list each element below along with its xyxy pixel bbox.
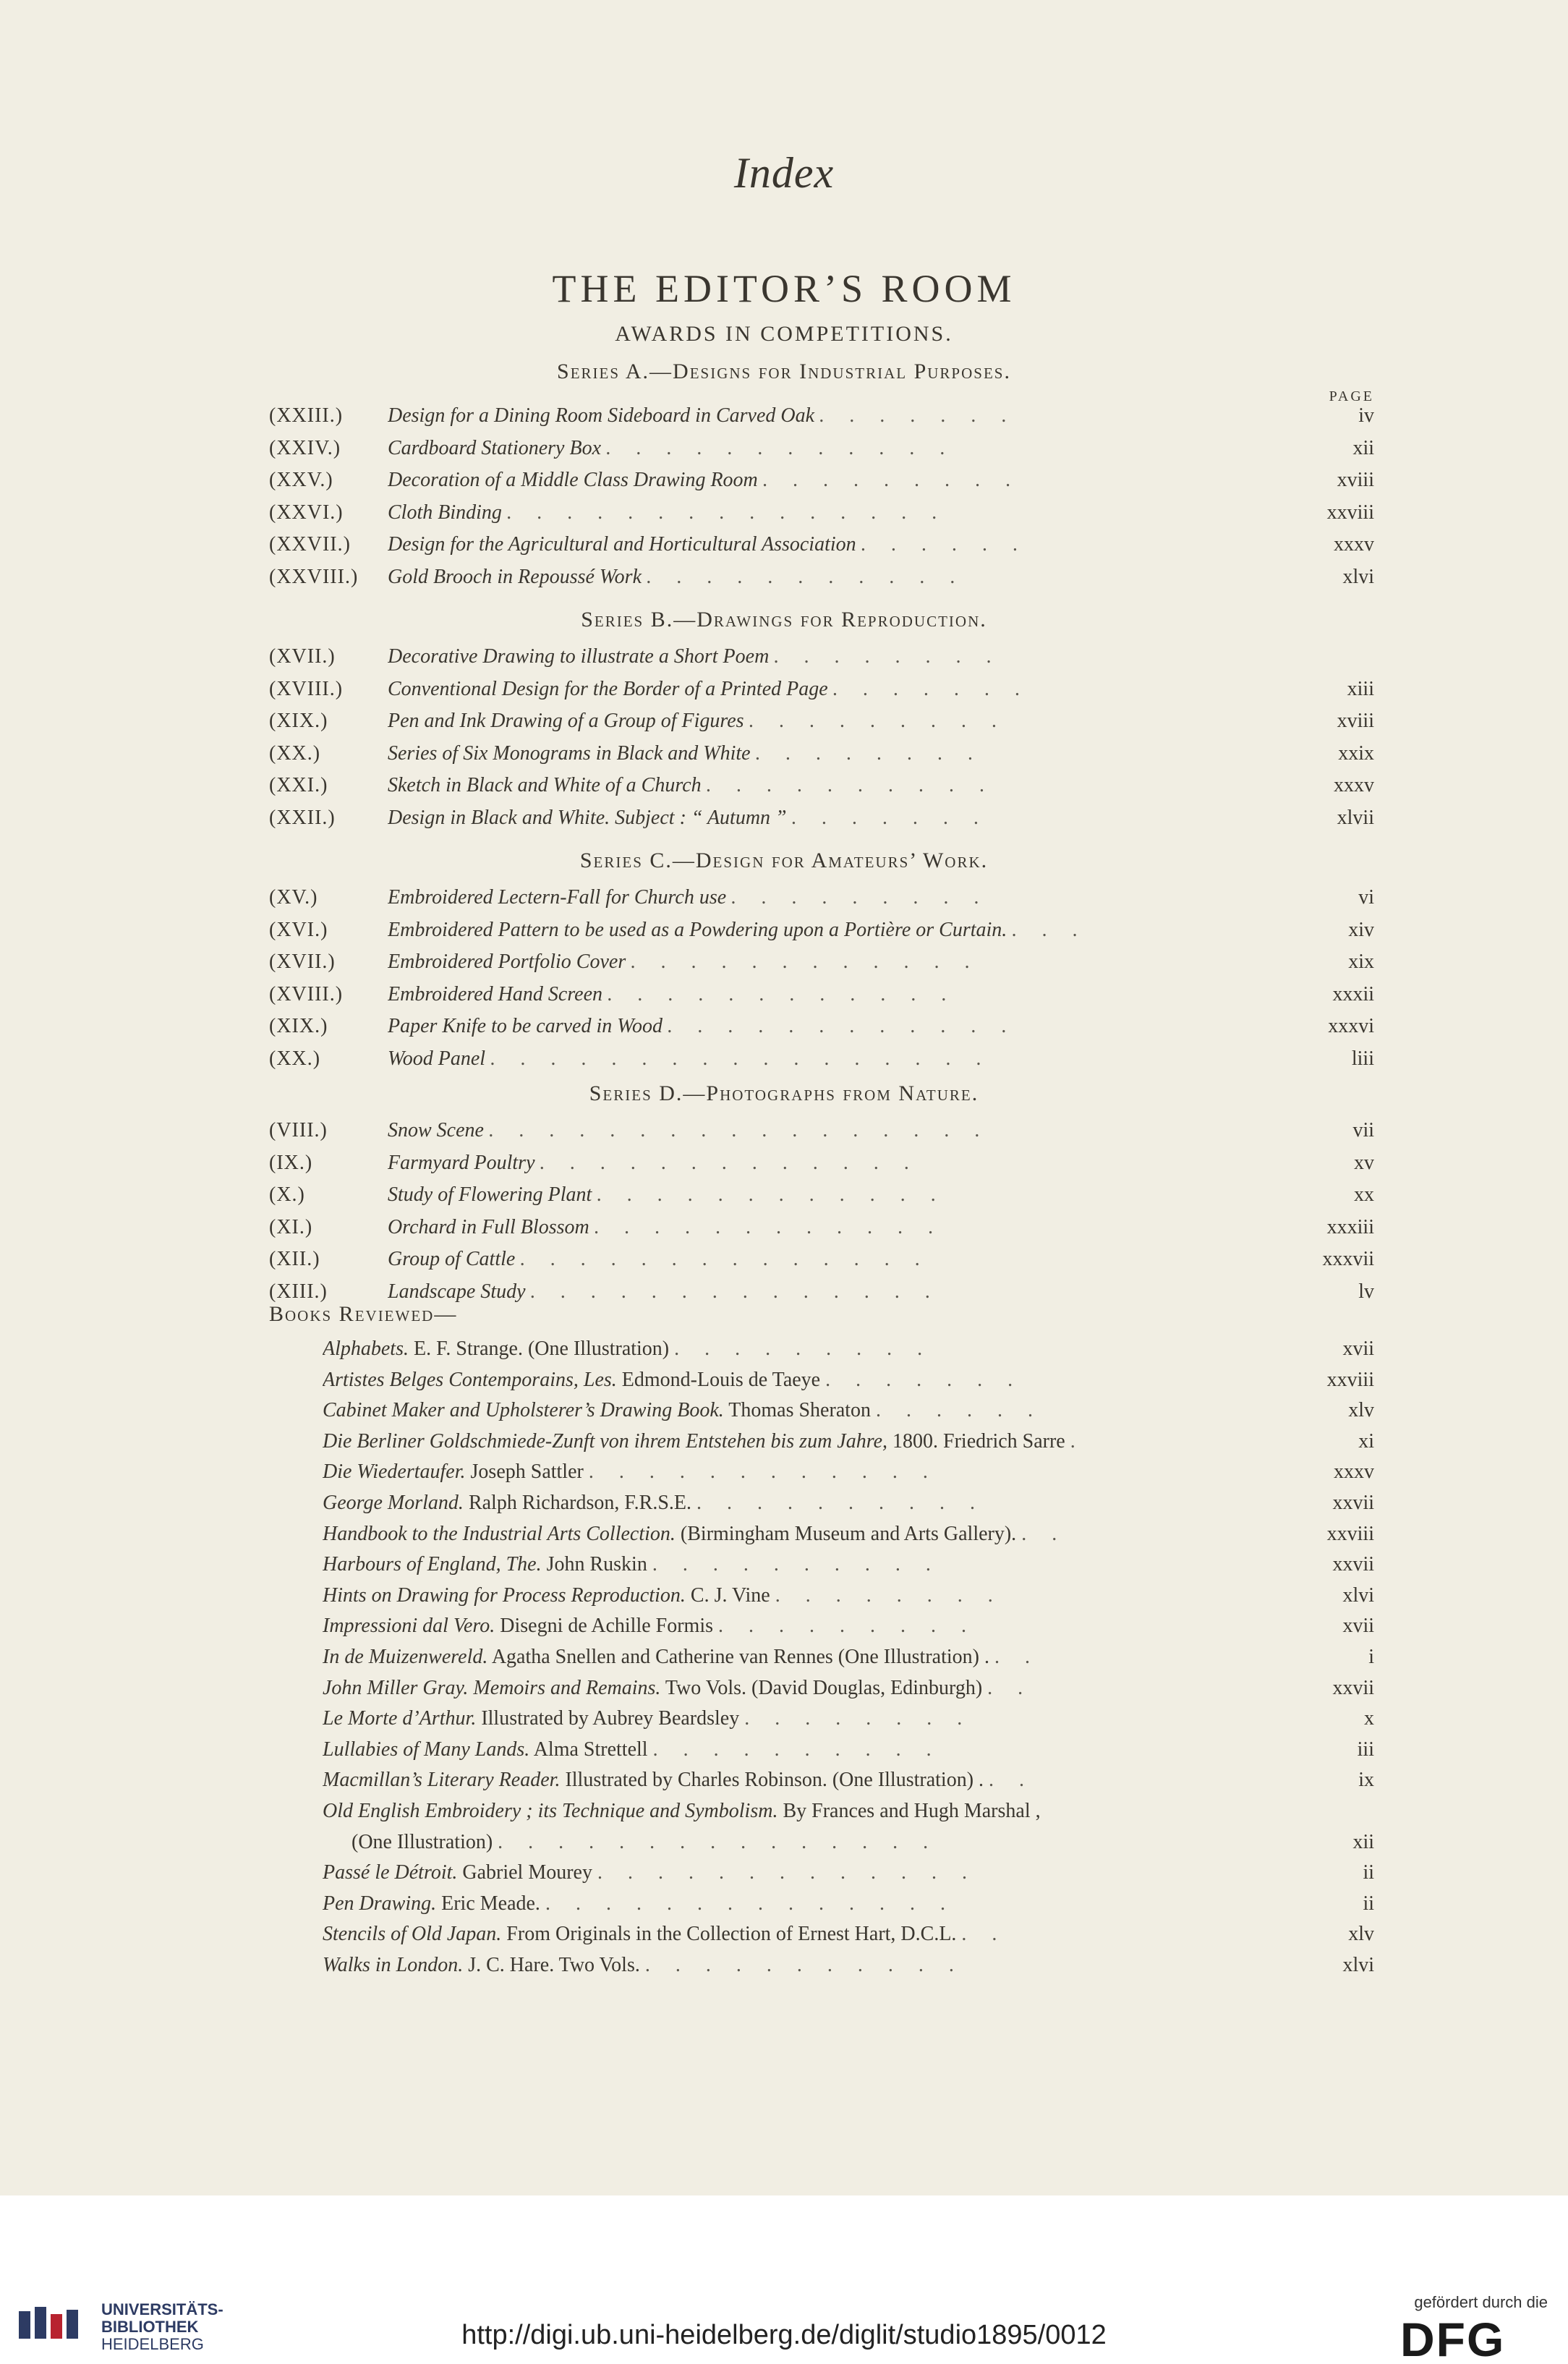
book-entry: [0, 1795, 1568, 1827]
book-page: xvii: [1342, 1338, 1374, 1360]
entry-title-text: Design in Black and White. Subject : “ Autumn ”: [388, 806, 787, 829]
book-entry: [0, 1333, 1568, 1365]
entry-title: [388, 1115, 1284, 1147]
entry-title-text: Decorative Drawing to illustrate a Short Poem: [388, 645, 770, 668]
book-page: xlv: [1348, 1399, 1374, 1422]
book-entry: [0, 1549, 1568, 1581]
index-entry: [0, 914, 1568, 946]
book-details: Thomas Sheraton: [728, 1399, 872, 1422]
entry-number: (VIII.): [269, 1119, 328, 1141]
book-title-text: Artistes Belges Contemporains, Les.: [323, 1368, 617, 1391]
entry-title: [388, 738, 1284, 770]
entry-page: xxix: [1338, 741, 1374, 765]
entry-title: [388, 1011, 1284, 1042]
book-title-text: Handbook to the Industrial Arts Collection.: [323, 1522, 676, 1545]
entry-page: xx: [1354, 1183, 1374, 1206]
book-entry: [0, 1918, 1568, 1950]
index-entry: [0, 705, 1568, 737]
book-page: xii: [1352, 1830, 1374, 1853]
entry-title: [388, 1179, 1284, 1211]
index-entry: [0, 400, 1568, 432]
index-entry: [0, 561, 1568, 593]
leader-dots: . .: [989, 1769, 1035, 1792]
entry-title-text: Embroidered Hand Screen: [388, 982, 603, 1005]
book-title: [323, 1888, 1284, 1920]
leader-dots: . .: [1021, 1522, 1068, 1545]
index-entry: [0, 433, 1568, 464]
leader-dots: . . . . . . . . . . . .: [594, 1215, 944, 1238]
entry-title-text: Series of Six Monograms in Black and White: [388, 741, 751, 765]
leader-dots: . . . . . . . . . . . .: [606, 436, 956, 459]
book-entry: [0, 1456, 1568, 1488]
book-details: Alma Strettell: [533, 1738, 648, 1761]
permalink-url[interactable]: http://digi.ub.uni-heidelberg.de/diglit/studio1895/0012: [461, 2320, 1107, 2350]
footer-bar: [0, 2195, 1568, 2364]
book-details: C. J. Vine: [690, 1583, 770, 1607]
book-title: [323, 1610, 1284, 1642]
book-entry: [0, 1764, 1568, 1796]
book-page: xxvii: [1332, 1492, 1374, 1514]
book-entry: [0, 1888, 1568, 1920]
entry-title: [388, 400, 1284, 432]
book-page: xlvi: [1342, 1954, 1374, 1976]
entry-page: xlvii: [1337, 806, 1374, 829]
entry-title-text: Sketch in Black and White of a Church: [388, 774, 702, 796]
leader-dots: . . . . . . . . .: [749, 710, 1007, 732]
leader-dots: . . . . . . . . . . . . .: [540, 1151, 920, 1174]
entry-title: [388, 1243, 1284, 1275]
book-title: [323, 1426, 1284, 1458]
entry-title-text: Study of Flowering Plant: [388, 1183, 592, 1206]
entry-title-text: Design for a Dining Room Sideboard in Carved Oak: [388, 404, 815, 427]
index-entry: [0, 1243, 1568, 1275]
book-entry: [0, 1857, 1568, 1889]
entry-number: (XXIV.): [269, 436, 341, 459]
book-title: [323, 1857, 1284, 1889]
entry-title: [388, 673, 1284, 705]
entry-number: (XIX.): [269, 1015, 328, 1037]
entry-page: liii: [1351, 1047, 1374, 1070]
leader-dots: . . . . . . . . . .: [652, 1738, 942, 1761]
book-entry: [0, 1610, 1568, 1642]
leader-dots: . . . . . . . . . . . .: [608, 982, 958, 1005]
dfg-logo-icon: [1400, 2317, 1543, 2359]
leader-dots: . . . . . . . . . . . . . . .: [506, 501, 947, 524]
book-page: i: [1368, 1646, 1374, 1668]
leader-dots: . . . . . . . . . . . .: [597, 1183, 947, 1206]
entry-page: xxxv: [1334, 774, 1374, 796]
book-page: xlvi: [1342, 1583, 1374, 1607]
entry-title: [388, 497, 1284, 529]
book-page: x: [1364, 1707, 1374, 1730]
leader-dots: . . . . . . . . . . . . . .: [520, 1248, 931, 1270]
entry-title: [388, 705, 1284, 737]
entry-page: lv: [1358, 1280, 1374, 1303]
entry-title-text: Cardboard Stationery Box: [388, 436, 602, 459]
series-heading: Series A.—Designs for Industrial Purposes.: [557, 360, 1011, 383]
entry-page: xii: [1352, 436, 1374, 459]
entry-title-text: Design for the Agricultural and Horticultural Association: [388, 533, 856, 556]
index-title: Index: [733, 149, 835, 197]
entry-title: [388, 641, 1284, 673]
entry-title: [388, 802, 1284, 834]
book-title: [323, 1487, 1284, 1519]
funding-note: gefördert durch die: [1414, 2293, 1548, 2311]
index-entry: [0, 882, 1568, 914]
entry-number: (XXVII.): [269, 533, 351, 556]
entry-page: xiv: [1348, 918, 1374, 941]
index-entry: [0, 1147, 1568, 1179]
leader-dots: . . . . . . . . . . .: [647, 565, 966, 588]
book-title: [323, 1456, 1284, 1488]
entry-title: [388, 1276, 1284, 1308]
entry-page: vii: [1352, 1119, 1374, 1141]
entry-number: (XV.): [269, 886, 318, 909]
book-details: 1800. Friedrich Sarre: [892, 1429, 1065, 1453]
entry-number: (XXVI.): [269, 501, 344, 524]
book-title-text: Passé le Détroit.: [323, 1861, 458, 1884]
page-column-label: PAGE: [1329, 388, 1374, 404]
leader-dots: . . . . . . . .: [774, 645, 1002, 668]
book-details: Illustrated by Aubrey Beardsley: [481, 1707, 740, 1730]
leader-dots: . . . . . . . . . . . .: [668, 1015, 1018, 1037]
entry-number: (XXI.): [269, 774, 328, 796]
book-entry: [0, 1827, 1568, 1858]
entry-title: [388, 464, 1284, 496]
book-page: xxvii: [1332, 1553, 1374, 1576]
entry-title-text: Embroidered Lectern-Fall for Church use: [388, 886, 727, 909]
book-title-text: Lullabies of Many Lands.: [323, 1738, 530, 1761]
index-entry: [0, 946, 1568, 978]
book-title: [323, 1795, 1284, 1827]
leader-dots: . . . . . . . . . . . . . . . . .: [490, 1047, 992, 1070]
entry-title-text: Pen and Ink Drawing of a Group of Figures: [388, 710, 744, 732]
entry-title-text: Paper Knife to be carved in Wood: [388, 1015, 663, 1037]
leader-dots: . . . . . . . . . . . .: [631, 951, 981, 973]
leader-dots: . . . . . . . . . . . .: [588, 1461, 938, 1484]
book-title: [323, 1518, 1284, 1550]
index-entry: [0, 738, 1568, 770]
book-entry: [0, 1734, 1568, 1766]
entry-number: (XVI.): [269, 918, 328, 941]
entry-page: xxxvi: [1328, 1015, 1374, 1037]
entry-title: [388, 561, 1284, 593]
entry-title: [388, 946, 1284, 978]
book-title: [323, 1703, 1284, 1735]
leader-dots: . .: [994, 1646, 1040, 1668]
leader-dots: . . . . . . . . . .: [706, 774, 995, 796]
entry-page: xv: [1354, 1151, 1374, 1174]
book-title-text: Cabinet Maker and Upholsterer’s Drawing Book.: [323, 1399, 724, 1422]
book-entry: [0, 1395, 1568, 1427]
book-title-text: Old English Embroidery ; its Technique and Symbolism.: [323, 1800, 778, 1822]
book-details: Edmond-Louis de Taeye: [621, 1368, 821, 1391]
entry-number: (XVII.): [269, 645, 336, 668]
entry-page: iv: [1358, 404, 1374, 427]
index-entry: [0, 979, 1568, 1011]
leader-dots: . . . . . . . . . . . . . . . . .: [488, 1119, 990, 1141]
leader-dots: . . . . . . . . . . . . . . .: [498, 1830, 939, 1853]
entry-title-text: Wood Panel: [388, 1047, 486, 1070]
index-entry: [0, 770, 1568, 802]
entry-title-text: Embroidered Pattern to be used as a Powdering upon a Portière or Curtain.: [388, 918, 1007, 941]
book-details: E. F. Strange. (One Illustration): [414, 1338, 670, 1360]
book-title: [323, 1549, 1284, 1581]
entry-page: xxxvii: [1322, 1248, 1374, 1270]
leader-dots: . . . . . . . . . . . . . .: [530, 1280, 941, 1303]
entry-page: xviii: [1337, 710, 1374, 732]
book-details: By Frances and Hugh Marshal ,: [783, 1800, 1041, 1822]
leader-dots: . . . . . . . . . . .: [644, 1954, 964, 1976]
ub-line-1: UNIVERSITÄTS-: [101, 2300, 223, 2318]
leader-dots: . . . . . . . .: [775, 1583, 1003, 1607]
entry-title-text: Conventional Design for the Border of a Printed Page: [388, 677, 828, 700]
entry-title-text: Snow Scene: [388, 1119, 484, 1141]
book-title: [323, 1918, 1284, 1950]
entry-page: xxxv: [1334, 533, 1374, 556]
entry-title: [388, 1147, 1284, 1179]
book-title-text: Walks in London.: [323, 1954, 464, 1976]
book-title: [351, 1827, 1313, 1858]
leader-dots: . . . . . . . . . .: [696, 1492, 986, 1514]
section-title: THE EDITOR’S ROOM: [552, 267, 1016, 310]
book-title-text: Macmillan’s Literary Reader.: [323, 1769, 561, 1792]
book-page: ix: [1358, 1769, 1374, 1792]
entry-page: xiii: [1347, 677, 1374, 700]
book-entry: [0, 1364, 1568, 1396]
entry-title: [388, 882, 1284, 914]
book-title-text: Harbours of England, The.: [323, 1553, 542, 1576]
leader-dots: . . . . . . . . . .: [652, 1553, 941, 1576]
index-entry: [0, 1276, 1568, 1308]
index-entry: [0, 1043, 1568, 1075]
book-details: Joseph Sattler: [470, 1461, 584, 1484]
book-title-text: Die Wiedertaufer.: [323, 1461, 466, 1484]
leader-dots: . . . . . .: [876, 1399, 1044, 1422]
book-entry: [0, 1518, 1568, 1550]
entry-title-text: Gold Brooch in Repoussé Work: [388, 565, 642, 588]
entry-title-text: Farmyard Poultry: [388, 1151, 535, 1174]
book-title: [323, 1641, 1284, 1673]
series-heading: Series B.—Drawings for Reproduction.: [581, 608, 987, 632]
entry-number: (XX.): [269, 1047, 321, 1070]
book-details: Illustrated by Charles Robinson. (One Illustration) .: [565, 1769, 984, 1792]
entry-title: [388, 914, 1284, 946]
book-title-text: Impressioni dal Vero.: [323, 1615, 495, 1638]
leader-dots: .: [1070, 1429, 1086, 1453]
leader-dots: . .: [987, 1676, 1034, 1699]
entry-page: xix: [1348, 951, 1374, 973]
leader-dots: . . .: [1012, 918, 1088, 941]
series-heading: Series D.—Photographs from Nature.: [589, 1081, 979, 1105]
book-title: [323, 1333, 1284, 1365]
index-entry: [0, 802, 1568, 834]
leader-dots: . . . . . . .: [819, 404, 1018, 427]
entry-number: (XXVIII.): [269, 565, 359, 588]
entry-number: (XVIII.): [269, 982, 344, 1005]
book-details: Two Vols. (David Douglas, Edinburgh): [665, 1676, 983, 1699]
book-details: J. C. Hare. Two Vols.: [468, 1954, 640, 1976]
entry-page: xxxii: [1332, 982, 1374, 1005]
book-details: Agatha Snellen and Catherine van Rennes (One Illustration) .: [491, 1646, 989, 1668]
entry-title-text: Cloth Binding: [388, 501, 502, 524]
leader-dots: . . . . . . . . . . . . .: [597, 1861, 977, 1884]
leader-dots: . . . . . . . . .: [762, 469, 1021, 491]
dfg-logo-text: DFG: [1400, 2317, 1506, 2359]
book-title: [323, 1364, 1284, 1396]
entry-page: xxxiii: [1326, 1215, 1374, 1238]
book-entry: [0, 1703, 1568, 1735]
entry-title: [388, 979, 1284, 1011]
leader-dots: . . . . . . . .: [744, 1707, 973, 1730]
entry-title-text: Embroidered Portfolio Cover: [388, 951, 626, 973]
book-page: ii: [1363, 1861, 1374, 1884]
entry-number: (X.): [269, 1183, 305, 1206]
book-title-text: Le Morte d’Arthur.: [323, 1707, 477, 1730]
book-page: ii: [1363, 1892, 1374, 1915]
book-details: From Originals in the Collection of Ernest Hart, D.C.L.: [506, 1923, 957, 1946]
book-title-text: Die Berliner Goldschmiede-Zunft von ihrem Entstehen bis zum Jahre,: [323, 1429, 888, 1453]
series-heading: Series C.—Design for Amateurs’ Work.: [579, 849, 989, 872]
book-entry: [0, 1641, 1568, 1673]
entry-number: (XVII.): [269, 951, 336, 973]
leader-dots: . . . . . . . . .: [718, 1615, 977, 1638]
entry-page: vi: [1358, 886, 1374, 909]
book-title-text: John Miller Gray. Memoirs and Remains.: [323, 1676, 661, 1699]
leader-dots: . . . . . . . . .: [731, 886, 990, 909]
book-title-text: In de Muizenwereld.: [323, 1646, 488, 1668]
index-entry: [0, 497, 1568, 529]
book-title: [323, 1950, 1284, 1981]
book-entry: [0, 1672, 1568, 1704]
ub-line-3: HEIDELBERG: [101, 2335, 204, 2353]
entry-title-text: Decoration of a Middle Class Drawing Room: [388, 469, 758, 491]
index-entry: [0, 673, 1568, 705]
entry-title-text: Landscape Study: [388, 1280, 526, 1303]
book-title: [323, 1672, 1284, 1704]
index-entry: [0, 1212, 1568, 1243]
leader-dots: . .: [961, 1923, 1007, 1946]
entry-title: [388, 433, 1284, 464]
book-page: xxviii: [1326, 1522, 1374, 1545]
entry-number: (XXII.): [269, 806, 336, 829]
book-page: xxvii: [1332, 1676, 1374, 1699]
entry-number: (XII.): [269, 1248, 320, 1270]
entry-number: (XIII.): [269, 1280, 328, 1303]
leader-dots: . . . . . . . .: [755, 741, 984, 765]
ub-line-2: BIBLIOTHEK: [101, 2318, 199, 2336]
entry-title-text: Group of Cattle: [388, 1248, 516, 1270]
entry-page: xviii: [1337, 469, 1374, 491]
leader-dots: . . . . . . .: [832, 677, 1031, 700]
entry-page: xxviii: [1326, 501, 1374, 524]
book-details: Gabriel Mourey: [462, 1861, 592, 1884]
book-title: [323, 1580, 1284, 1612]
index-entry: [0, 1179, 1568, 1211]
book-title-text: George Morland.: [323, 1492, 464, 1514]
leader-dots: . . . . . .: [861, 533, 1028, 556]
book-details: Ralph Richardson, F.R.S.E.: [468, 1492, 692, 1514]
awards-heading: AWARDS IN COMPETITIONS.: [615, 322, 953, 346]
leader-dots: . . . . . . . . . . . . . .: [545, 1892, 955, 1915]
index-entry: [0, 1115, 1568, 1147]
entry-page: xlvi: [1342, 565, 1374, 588]
books-reviewed-heading: Books Reviewed—: [269, 1302, 458, 1326]
book-details: Eric Meade.: [441, 1892, 540, 1915]
entry-number: (XXIII.): [269, 404, 344, 427]
leader-dots: . . . . . . .: [825, 1368, 1023, 1391]
entry-number: (XXV.): [269, 469, 333, 491]
book-entry: [0, 1426, 1568, 1458]
entry-number: (XVIII.): [269, 677, 344, 700]
index-entry: [0, 641, 1568, 673]
book-entry: [0, 1487, 1568, 1519]
book-page: iii: [1357, 1738, 1374, 1761]
index-entry: [0, 1011, 1568, 1042]
entry-number: (XX.): [269, 741, 321, 765]
book-details: (Birmingham Museum and Arts Gallery).: [680, 1522, 1017, 1545]
entry-title-text: Orchard in Full Blossom: [388, 1215, 589, 1238]
book-entry: [0, 1950, 1568, 1981]
entry-title: [388, 1043, 1284, 1075]
entry-number: (XIX.): [269, 710, 328, 732]
book-page: xxviii: [1326, 1368, 1374, 1391]
leader-dots: . . . . . . .: [791, 806, 989, 829]
book-details: John Ruskin: [546, 1553, 647, 1576]
book-title-text: Alphabets.: [323, 1338, 409, 1360]
entry-number: (XI.): [269, 1215, 313, 1238]
book-title-text: Hints on Drawing for Process Reproduction.: [323, 1583, 686, 1607]
index-entry: [0, 529, 1568, 561]
book-title-text: Stencils of Old Japan.: [323, 1923, 502, 1946]
entry-number: (IX.): [269, 1151, 313, 1174]
book-page: xlv: [1348, 1923, 1374, 1946]
book-details: Disegni de Achille Formis: [500, 1615, 714, 1638]
entry-title: [388, 1212, 1284, 1243]
book-page: xxxv: [1334, 1461, 1374, 1484]
book-page: xvii: [1342, 1615, 1374, 1638]
entry-title: [388, 529, 1284, 561]
book-entry: [0, 1580, 1568, 1612]
book-title: [323, 1734, 1284, 1766]
index-entry: [0, 464, 1568, 496]
book-title: [323, 1764, 1284, 1796]
book-title-text: Pen Drawing.: [323, 1892, 437, 1915]
leader-dots: . . . . . . . . .: [674, 1338, 933, 1360]
entry-title: [388, 770, 1284, 802]
book-title: [323, 1395, 1284, 1427]
book-details: (One Illustration): [351, 1830, 493, 1853]
book-page: xi: [1358, 1429, 1374, 1453]
